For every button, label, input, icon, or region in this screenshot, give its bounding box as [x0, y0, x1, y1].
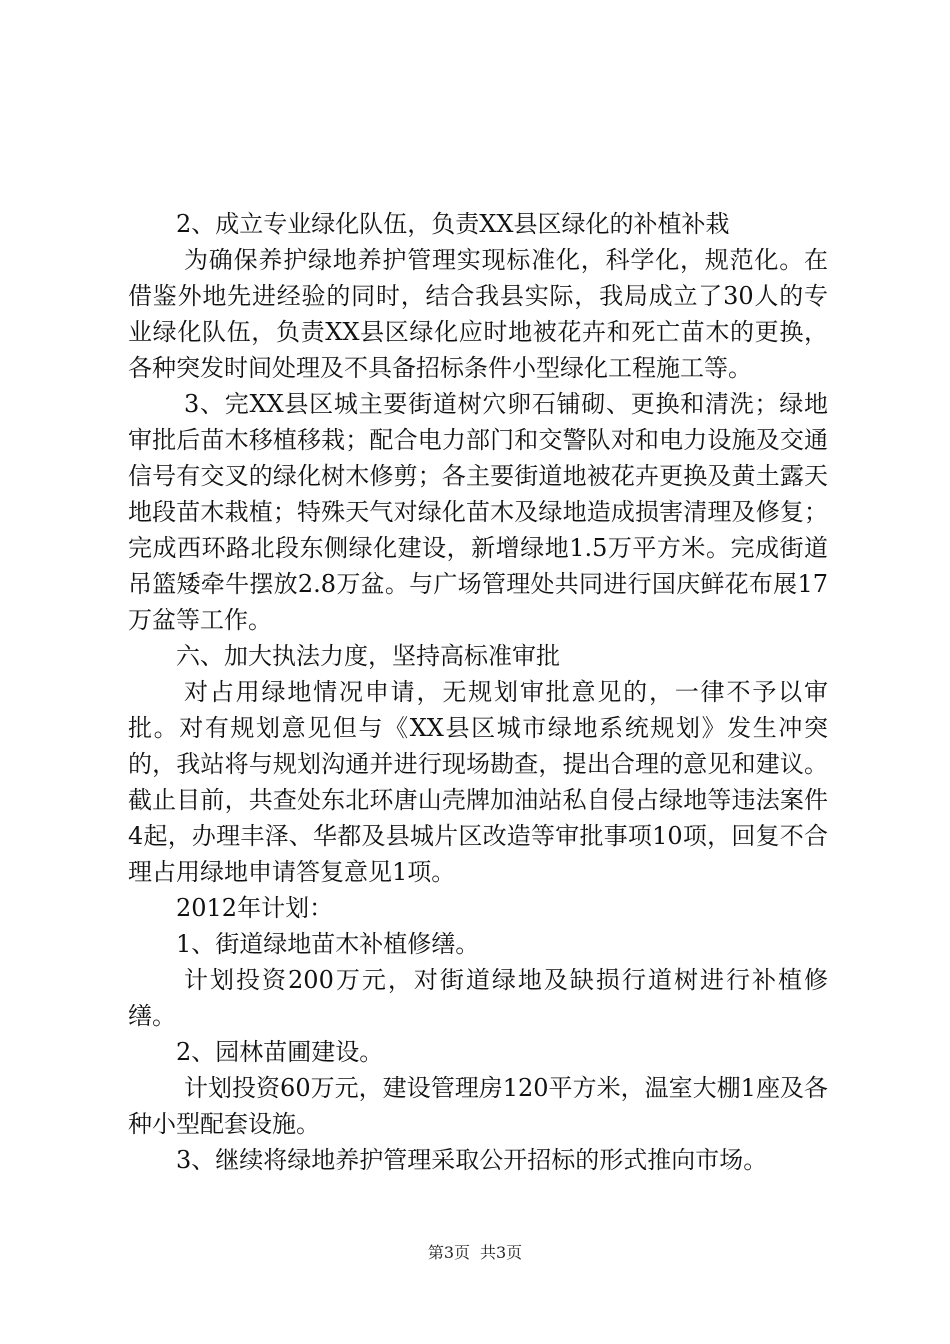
paragraph-plan-3: 3、继续将绿地养护管理采取公开招标的形式推向市场。 — [176, 1146, 768, 1174]
paragraph-plan-1-detail: 计划投资200万元，对街道绿地及缺损行道树进行补植修缮。 — [128, 966, 828, 1030]
paragraph-heading-6: 六、加大执法力度，坚持高标准审批 — [176, 642, 560, 670]
paragraph-plan-heading: 2012年计划： — [176, 894, 334, 922]
paragraph-green-team: 为确保养护绿地养护管理实现标准化，科学化，规范化。在借鉴外地先进经验的同时，结合我县实际，我局成立了30人的专业绿化队伍，负责XX县区绿化应时地被花卉和死亡苗木的更换，各种突发时间处理及不具备招标条件小型绿化工程施工等。 — [128, 246, 828, 382]
paragraph-plan-2: 2、园林苗圃建设。 — [176, 1038, 384, 1066]
paragraph-heading-2: 2、成立专业绿化队伍，负责XX县区绿化的补植补栽 — [176, 210, 730, 238]
page-footer — [0, 1243, 950, 1263]
paragraph-plan-1: 1、街道绿地苗木补植修缮。 — [176, 930, 480, 958]
paragraph-item-3: 3、完XX县区城主要街道树穴卵石铺砌、更换和清洗；绿地审批后苗木移植移栽；配合电力部门和交警队对和电力设施及交通信号有交叉的绿化树木修剪；各主要街道地被花卉更换及黄土露天地段苗木栽植；特殊天气对绿化苗木及绿地造成损害清理及修复；完成西环路北段东侧绿化建设，新增绿地1.5万平方米。完成街道吊篮矮牵牛摆放2.8万盆。与广场管理处共同进行国庆鲜花布展17万盆等工作。 — [128, 390, 828, 634]
page-number-label: 第3页 — [427, 1243, 470, 1262]
paragraph-approval: 对占用绿地情况申请，无规划审批意见的，一律不予以审批。对有规划意见但与《XX县区城市绿地系统规划》发生冲突的，我站将与规划沟通并进行现场勘查，提出合理的意见和建议。截止目前，共查处东北环唐山壳牌加油站私自侵占绿地等违法案件4起，办理丰泽、华都及县城片区改造等审批事项10项，回复不合理占用绿地申请答复意见1项。 — [128, 678, 828, 886]
total-pages-label: 共3页 — [480, 1243, 523, 1262]
document-body — [128, 206, 828, 1178]
paragraph-plan-2-detail: 计划投资60万元，建设管理房120平方米，温室大棚1座及各种小型配套设施。 — [128, 1074, 828, 1138]
